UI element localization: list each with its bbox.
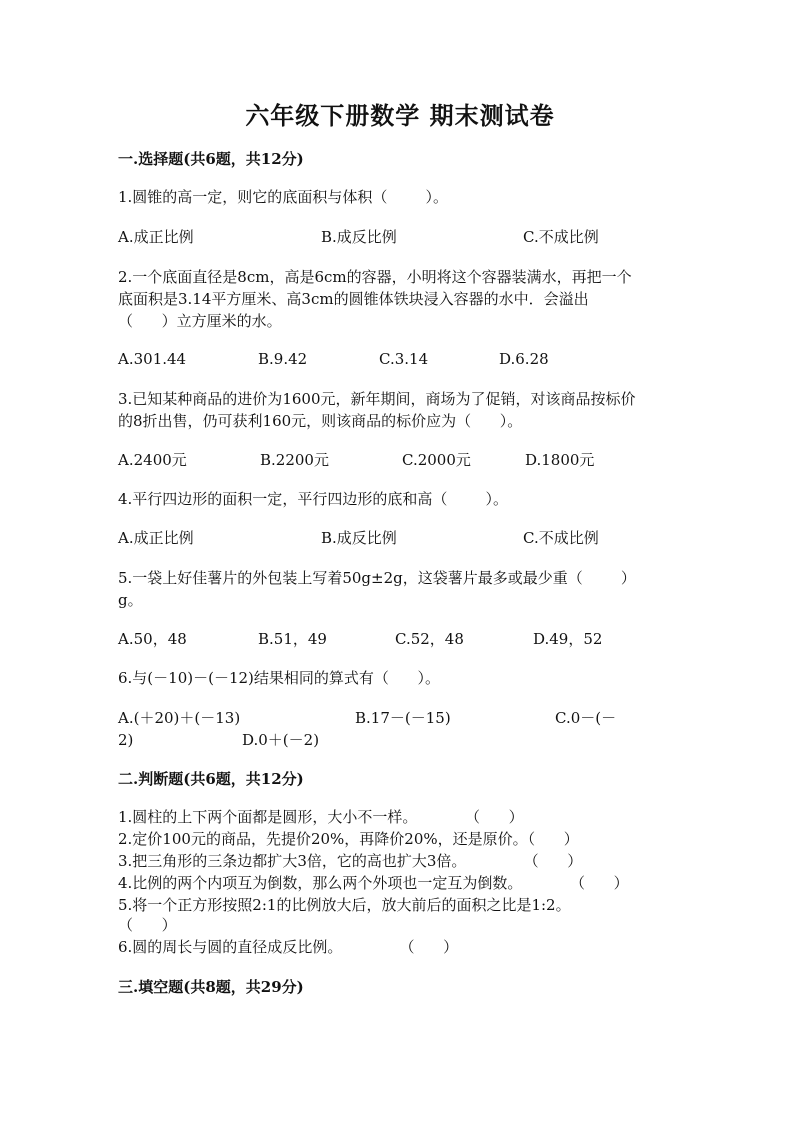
question-3-option-a: A.2400元 xyxy=(118,451,187,469)
question-2-stem-line-2: 底面积是3.14平方厘米、高3cm的圆锥体铁块浸入容器的水中．会溢出 xyxy=(118,290,589,308)
section-heading-fill: 三.填空题(共8题，共29分) xyxy=(118,978,304,996)
question-2-option-a: A.301.44 xyxy=(118,350,187,368)
question-6-option-b: B.17－(－15) xyxy=(355,709,451,727)
page-title: 六年级下册数学 期末测试卷 xyxy=(245,101,555,130)
question-6-stem: 6.与(－10)－(－12)结果相同的算式有（ ）。 xyxy=(118,669,441,687)
question-4-option-c: C.不成比例 xyxy=(523,529,599,547)
judge-item-6: 6.圆的周长与圆的直径成反比例。 （ ） xyxy=(118,938,459,956)
question-1-stem: 1.圆锥的高一定，则它的底面积与体积（ ）。 xyxy=(118,188,448,206)
question-2-stem-line-1: 2.一个底面直径是8cm，高是6cm的容器，小明将这个容器装满水，再把一个 xyxy=(118,268,632,286)
judge-item-5: 5.将一个正方形按照2:1的比例放大后，放大前后的面积之比是1:2。 xyxy=(118,896,571,914)
question-6-option-a: A.(＋20)＋(－13) xyxy=(118,709,241,727)
question-5-option-a: A.50，48 xyxy=(118,630,187,648)
question-2-option-d: D.6.28 xyxy=(499,350,549,368)
question-5-option-b: B.51，49 xyxy=(258,630,327,648)
question-4-option-b: B.成反比例 xyxy=(321,529,397,547)
question-1-option-b: B.成反比例 xyxy=(321,228,397,246)
question-3-stem-line-2: 的8折出售，仍可获利160元，则该商品的标价应为（ ）。 xyxy=(118,412,523,430)
judge-item-2: 2.定价100元的商品，先提价20%，再降价20%，还是原价。（ ） xyxy=(118,830,579,848)
question-2-option-c: C.3.14 xyxy=(379,350,429,368)
question-5-stem-line-1: 5.一袋上好佳薯片的外包装上写着50g±2g，这袋薯片最多或最少重（ ） xyxy=(118,569,636,587)
question-5-option-c: C.52，48 xyxy=(395,630,464,648)
question-6-option-c-continued: 2) xyxy=(118,731,134,749)
question-1-option-a: A.成正比例 xyxy=(118,228,194,246)
question-5-option-d: D.49，52 xyxy=(533,630,603,648)
question-2-option-b: B.9.42 xyxy=(258,350,308,368)
question-3-option-d: D.1800元 xyxy=(525,451,595,469)
question-5-stem-line-2: g。 xyxy=(118,591,143,609)
question-2-stem-line-3: （ ）立方厘米的水。 xyxy=(118,312,282,330)
section-heading-choice: 一.选择题(共6题，共12分) xyxy=(118,150,304,168)
question-3-option-b: B.2200元 xyxy=(260,451,329,469)
section-heading-judge: 二.判断题(共6题，共12分) xyxy=(118,770,304,788)
judge-item-4: 4.比例的两个内项互为倒数，那么两个外项也一定互为倒数。 （ ） xyxy=(118,874,629,892)
question-4-option-a: A.成正比例 xyxy=(118,529,194,547)
question-3-option-c: C.2000元 xyxy=(402,451,471,469)
judge-item-5-answer: （ ） xyxy=(118,916,177,934)
question-6-option-c: C.0－(－ xyxy=(555,709,617,727)
question-3-stem-line-1: 3.已知某种商品的进价为1600元，新年期间，商场为了促销，对该商品按标价 xyxy=(118,390,636,408)
question-4-stem: 4.平行四边形的面积一定，平行四边形的底和高（ ）。 xyxy=(118,490,508,508)
judge-item-1: 1.圆柱的上下两个面都是圆形，大小不一样。 （ ） xyxy=(118,808,524,826)
question-6-option-d: D.0＋(－2) xyxy=(242,731,320,749)
judge-item-3: 3.把三角形的三条边都扩大3倍，它的高也扩大3倍。 （ ） xyxy=(118,852,583,870)
question-1-option-c: C.不成比例 xyxy=(523,228,599,246)
